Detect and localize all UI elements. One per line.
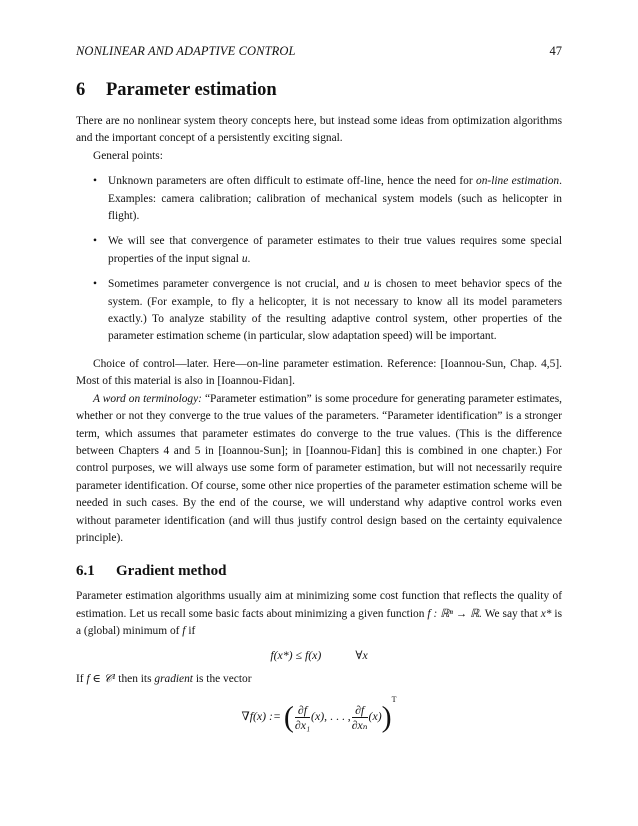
bullet-text: . Examples: camera calibration; calibration of mechanical system models (such as helicopter in flight). bbox=[108, 175, 562, 223]
intro-paragraph: There are no nonlinear system theory concepts here, but instead some ideas from optimization algorithms and the important concept of a persistently exciting signal. bbox=[76, 115, 562, 145]
inline-math: f : ℝⁿ → ℝ. bbox=[427, 607, 482, 620]
fraction-denominator: ∂xₙ bbox=[351, 717, 368, 732]
minimum-equation bbox=[76, 648, 562, 663]
bullet-icon: • bbox=[93, 235, 97, 248]
bullet-text: . bbox=[247, 252, 251, 265]
bullet-icon: • bbox=[93, 278, 97, 291]
gradient-term: gradient bbox=[154, 672, 193, 685]
bullet-emphasis: on-line estimation bbox=[476, 175, 560, 188]
equation-lhs: ∇f(x) := bbox=[241, 708, 281, 723]
ellipsis-separator: , . . . , bbox=[324, 708, 351, 723]
list-item bbox=[93, 233, 562, 268]
gradient-paragraph bbox=[76, 588, 562, 640]
inline-math: x* bbox=[540, 607, 552, 620]
equation-lhs: f(x*) ≤ f(x) bbox=[270, 647, 322, 662]
bullet-text: We will see that convergence of parameter estimates to their true values requires some special properties of the input signal bbox=[108, 235, 562, 265]
inline-math: f bbox=[182, 625, 186, 638]
function-argument: (x) bbox=[368, 708, 382, 723]
paragraph-text: Parameter estimation algorithms usually aim at minimizing some cost function that reflects the quality of estimation. Let us recall some basic facts about minimizing a given function bbox=[76, 590, 562, 620]
left-paren: ( bbox=[283, 700, 294, 734]
fraction-denominator: ∂x₁ bbox=[294, 717, 311, 732]
terminology-text: “Parameter estimation” is some procedure for generating parameter estimates, whether or not they converge to the true values of the parameters. “Parameter identification” is a stronger term, which assumes that parameter estimates do converge to the true values. (This is the difference between Chapters 4 and 5 in [Ioannou-Sun]; in [Ioannou-Fidan] this is combined in one chapter.) For control purposes, we will always use some form of parameter estimation, but will not necessarily require parameter identification. Of course, some other nice properties of the parameter estimation scheme will be needed in such cases. By the end of the course, we will understand why adaptive control works even without parameter identification (and will thus justify control design based on the certainty equivalence principle). bbox=[76, 392, 562, 544]
running-title: NONLINEAR AND ADAPTIVE CONTROL bbox=[76, 44, 296, 58]
section-title: Parameter estimation bbox=[106, 80, 277, 100]
gradient-definition-paragraph bbox=[76, 671, 562, 688]
transpose-superscript: T bbox=[391, 694, 397, 704]
list-item bbox=[93, 276, 562, 346]
bullet-text: Unknown parameters are often difficult to estimate off-line, hence the need for bbox=[108, 175, 477, 188]
paragraph-text: then its bbox=[115, 672, 155, 685]
partial-fraction bbox=[352, 703, 368, 732]
bullet-emphasis: u bbox=[363, 278, 370, 291]
function-argument: (x) bbox=[311, 708, 325, 723]
subsection-heading bbox=[76, 563, 562, 580]
terminology-lead: A word on terminology: bbox=[93, 392, 202, 405]
subsection-number: 6.1 bbox=[76, 563, 95, 580]
equation-condition: ∀x bbox=[355, 647, 368, 662]
paragraph-text: If bbox=[76, 672, 87, 685]
paragraph-text: if bbox=[185, 625, 196, 638]
bullet-icon: • bbox=[93, 175, 97, 188]
partial-fraction bbox=[295, 703, 310, 732]
paragraph-text: We say that bbox=[484, 607, 541, 620]
bullet-emphasis: u bbox=[241, 252, 248, 265]
terminology-paragraph bbox=[76, 391, 562, 548]
gradient-equation bbox=[76, 695, 562, 732]
paragraph-text: is a (global) minimum of bbox=[76, 607, 563, 638]
inline-math: f ∈ 𝒞¹ bbox=[86, 672, 116, 685]
bullet-text: is chosen to meet behavior specs of the system. (For example, to fly a helicopter, it is not necessary to know all its model parameters exactly.) To analyze stability of the resulting adaptive control system, other properties of the parameter estimation scheme (in particular, slow adaptation speed) will be important. bbox=[108, 278, 562, 343]
fraction-numerator: ∂f bbox=[295, 703, 310, 718]
choice-paragraph: Choice of control—later. Here—on-line parameter estimation. Reference: [Ioannou-Sun, Chap. 4,5]. Most of this material is also in [Ioannou-Fidan]. bbox=[76, 357, 562, 388]
page-header bbox=[76, 44, 562, 59]
section-heading bbox=[76, 80, 562, 101]
right-paren: ) bbox=[381, 700, 392, 734]
paragraph-text: is the vector bbox=[192, 672, 252, 685]
subsection-title: Gradient method bbox=[116, 563, 227, 580]
list-item bbox=[93, 173, 562, 225]
page-number: 47 bbox=[549, 44, 562, 58]
bullet-text: Sometimes parameter convergence is not crucial, and bbox=[108, 278, 364, 291]
bullet-list bbox=[76, 173, 562, 346]
section-number: 6 bbox=[76, 80, 86, 100]
fraction-numerator: ∂f bbox=[352, 703, 368, 718]
general-points-label: General points: bbox=[93, 149, 163, 162]
page-content bbox=[76, 70, 562, 740]
